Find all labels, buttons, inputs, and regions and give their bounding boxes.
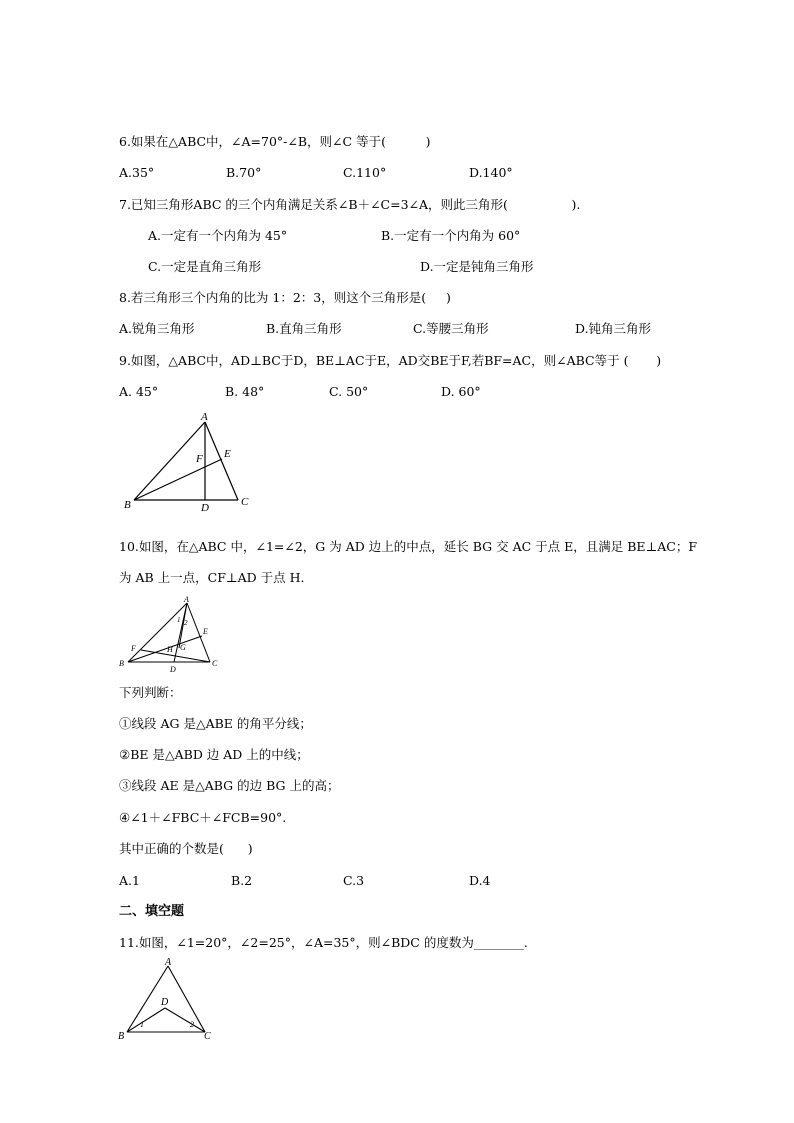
q7-stem: 7.已知三角形ABC 的三个内角满足关系∠B＋∠C=3∠A，则此三角形( ). xyxy=(119,197,581,212)
q7-option-a: A.一定有一个内角为 45° xyxy=(148,228,288,243)
q9-label-c: C xyxy=(241,496,249,508)
q9-option-c: C. 50° xyxy=(329,384,369,399)
q10-label-e: E xyxy=(203,627,208,636)
q9-label-b: B xyxy=(124,499,131,511)
q10-stem-line1: 10.如图，在△ABC 中，∠1=∠2，G 为 AD 边上的中点，延长 BG 交 AC 于点 E，且满足 BE⊥AC；F xyxy=(119,539,698,554)
q8-stem: 8.若三角形三个内角的比为 1：2：3，则这个三角形是( ) xyxy=(119,290,451,305)
q9-option-d: D. 60° xyxy=(441,384,481,399)
q11-segment-bd xyxy=(127,1008,165,1032)
q11-side-ac xyxy=(168,966,205,1032)
q11-segment-dc xyxy=(165,1008,205,1032)
q11-label-b: B xyxy=(118,1031,125,1042)
q10-statement-3: ③线段 AE 是△ABG 的边 BG 上的高； xyxy=(119,778,340,793)
q8-option-a: A.锐角三角形 xyxy=(119,321,195,336)
q7-option-d: D.一定是钝角三角形 xyxy=(420,259,534,274)
q9-label-e: E xyxy=(224,448,231,460)
q10-statement-2: ②BE 是△ABD 边 AD 上的中线； xyxy=(119,747,309,762)
q9-label-d: D xyxy=(201,502,209,514)
section-2-title: 二、填空题 xyxy=(119,904,185,919)
q10-stem-line2: 为 AB 上一点，CF⊥AD 于点 H. xyxy=(119,570,305,585)
q9-side-ac xyxy=(205,422,238,500)
q10-option-c: C.3 xyxy=(343,873,365,888)
q10-statement-1: ①线段 AG 是△ABE 的角平分线； xyxy=(119,716,312,731)
q7-option-c: C.一定是直角三角形 xyxy=(148,259,262,274)
q9-label-a: A xyxy=(201,411,208,423)
q10-label-c: C xyxy=(212,659,218,668)
q9-option-b: B. 48° xyxy=(225,384,265,399)
q8-option-d: D.钝角三角形 xyxy=(575,321,652,336)
q10-label-1: 1 xyxy=(177,616,181,624)
q11-triangle-figure xyxy=(118,956,218,1042)
q8-option-b: B.直角三角形 xyxy=(266,321,342,336)
q11-label-a: A xyxy=(165,957,172,968)
q10-segment-be xyxy=(128,636,202,662)
q11-label-1: 1 xyxy=(140,1020,144,1029)
q10-triangle-figure xyxy=(118,596,223,676)
q10-statement-4: ④∠1＋∠FBC＋∠FCB=90°. xyxy=(119,810,287,825)
q9-option-a: A. 45° xyxy=(119,384,159,399)
q6-stem: 6.如果在△ABC中，∠A=70°-∠B，则∠C 等于( ) xyxy=(119,134,431,149)
q9-label-f: F xyxy=(196,453,203,465)
q11-label-c: C xyxy=(204,1031,211,1042)
q11-label-d: D xyxy=(161,997,169,1008)
q10-judge-title: 下列判断： xyxy=(119,685,182,700)
q11-label-2: 2 xyxy=(190,1020,194,1029)
q10-label-h: H xyxy=(167,645,173,654)
q10-option-a: A.1 xyxy=(119,873,140,888)
q9-stem: 9.如图，△ABC中，AD⊥BC于D，BE⊥AC于E，AD交BE于F,若BF=AC，则∠ABC等于 ( ) xyxy=(119,353,662,368)
q10-label-f: F xyxy=(131,644,136,653)
q9-triangle-figure xyxy=(120,412,260,516)
q10-label-a: A xyxy=(184,595,189,604)
q6-option-b: B.70° xyxy=(226,165,262,180)
q10-label-g: G xyxy=(180,643,186,652)
q6-option-a: A.35° xyxy=(119,165,155,180)
q6-option-c: C.110° xyxy=(343,165,387,180)
q10-label-2: 2 xyxy=(184,619,188,627)
q10-ask: 其中正确的个数是( ) xyxy=(119,841,253,856)
q10-label-d: D xyxy=(170,665,176,674)
q9-side-ab xyxy=(134,422,205,500)
q7-option-b: B.一定有一个内角为 60° xyxy=(381,228,521,243)
q10-option-d: D.4 xyxy=(469,873,491,888)
q9-segment-be xyxy=(134,459,222,500)
q6-option-d: D.140° xyxy=(469,165,513,180)
q10-segment-cf xyxy=(141,650,210,662)
q10-label-b: B xyxy=(119,659,124,668)
q10-option-b: B.2 xyxy=(231,873,253,888)
q8-option-c: C.等腰三角形 xyxy=(413,321,489,336)
q11-stem: 11.如图，∠1=20°，∠2=25°，∠A=35°，则∠BDC 的度数为________. xyxy=(119,935,528,950)
